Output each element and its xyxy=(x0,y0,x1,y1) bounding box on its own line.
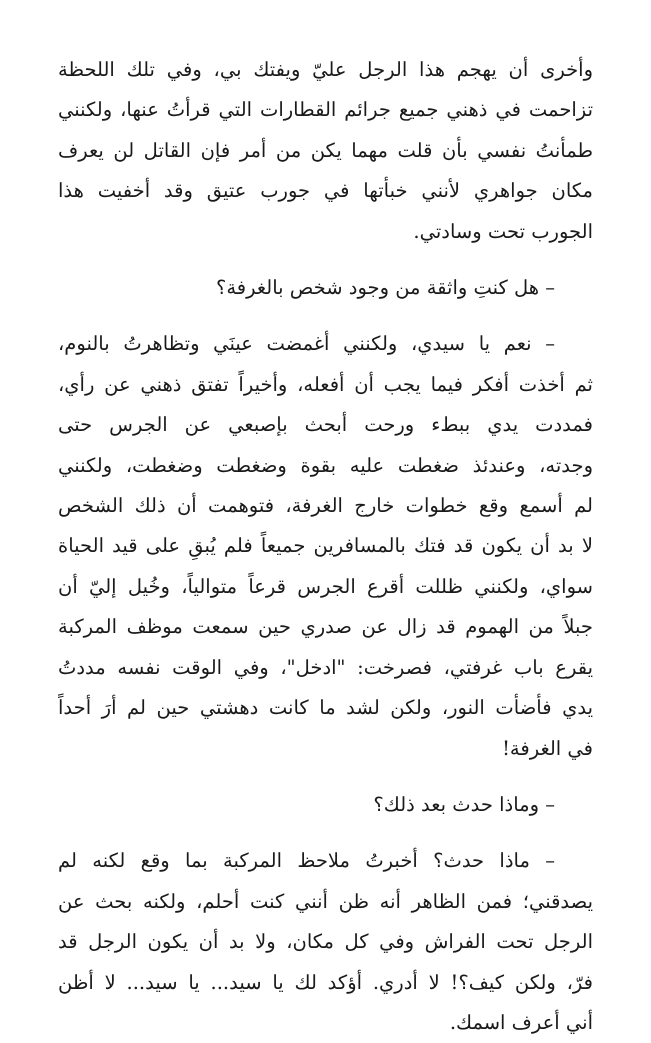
text-line: – وماذا حدث بعد ذلك؟ xyxy=(373,792,555,816)
text-line: لم أسمع وقع خطوات خارج الغرفة، فتوهمت أن ذلك الشخص xyxy=(58,494,593,518)
text-line: وأخرى أن يهجم هذا الرجل عليّ ويفتك بي، وفي تلك اللحظة xyxy=(58,58,593,81)
paragraph-4-dialogue xyxy=(58,785,593,825)
text-line: – هل كنتِ واثقة من وجود شخص بالغرفة؟ xyxy=(215,276,555,300)
paragraph-5-dialogue xyxy=(58,841,593,1043)
text-line: يدي فأضأت النور، ولكن لشد ما كانت دهشتي حين لم أرَ أحداً xyxy=(58,696,593,720)
paragraph-gap xyxy=(58,308,593,324)
text-line: الرجل تحت الفراش وفي كل مكان، ولا بد أن يكون الرجل قد xyxy=(58,930,593,954)
text-line: جبلاً من الهموم قد زال عن صدري حين سمعت موظف المركبة xyxy=(58,615,593,639)
paragraph-1 xyxy=(58,50,593,252)
text-line: وجدته، وعندئذ ضغطت عليه بقوة وضغطت وضغطت، ولكنني xyxy=(58,453,593,477)
text-line: فرّ، ولكن كيف؟! لا أدري. أؤكد لك يا سيد... يا سيد... لا أظن xyxy=(58,970,593,994)
text-line: سواي، ولكنني ظللت أقرع الجرس قرعاً متوالياً، وخُيل إليّ أن xyxy=(58,574,593,598)
paragraph-gap xyxy=(58,825,593,841)
paragraph-gap xyxy=(58,769,593,785)
paragraph-2-dialogue xyxy=(58,268,593,308)
text-line: ثم أخذت أفكر فيما يجب أن أفعله، وأخيراً تفتق ذهني عن رأي، xyxy=(58,372,593,396)
text-line: – ماذا حدث؟ أخبرتُ ملاحظ المركبة بما وقع لكنه لم xyxy=(58,849,555,873)
text-line: الجورب تحت وسادتي. xyxy=(413,219,593,243)
text-line: يصدقني؛ فمن الظاهر أنه ظن أنني كنت أحلم، ولكنه بحث عن xyxy=(58,889,593,913)
text-line: مكان جواهري لأنني خبأتها في جورب عتيق وقد أخفيت هذا xyxy=(58,179,593,203)
text-line: يقرع باب غرفتي، فصرخت: "ادخل"، وفي الوقت نفسه مددتُ xyxy=(58,655,593,679)
paragraph-3-dialogue xyxy=(58,324,593,768)
text-line: تزاحمت في ذهني جميع جرائم القطارات التي قرأتُ عنها، ولكنني xyxy=(58,98,593,122)
text-line: فمددت يدي ببطء ورحت أبحث بإصبعي عن الجرس حتى xyxy=(58,413,593,437)
text-line: لا بد أن يكون قد فتك بالمسافرين جميعاً فلم يُبقِ على قيد الحياة xyxy=(58,534,593,558)
text-line: طمأنتُ نفسي بأن قلت مهما يكن من أمر فإن القاتل لن يعرف xyxy=(58,138,593,162)
text-line: في الغرفة! xyxy=(502,736,593,760)
paragraph-gap xyxy=(58,252,593,268)
text-line: – نعم يا سيدي، ولكنني أغمضت عينَي وتظاهرتُ بالنوم، xyxy=(58,332,555,356)
text-line: أني أعرف اسمك. xyxy=(449,1010,593,1034)
